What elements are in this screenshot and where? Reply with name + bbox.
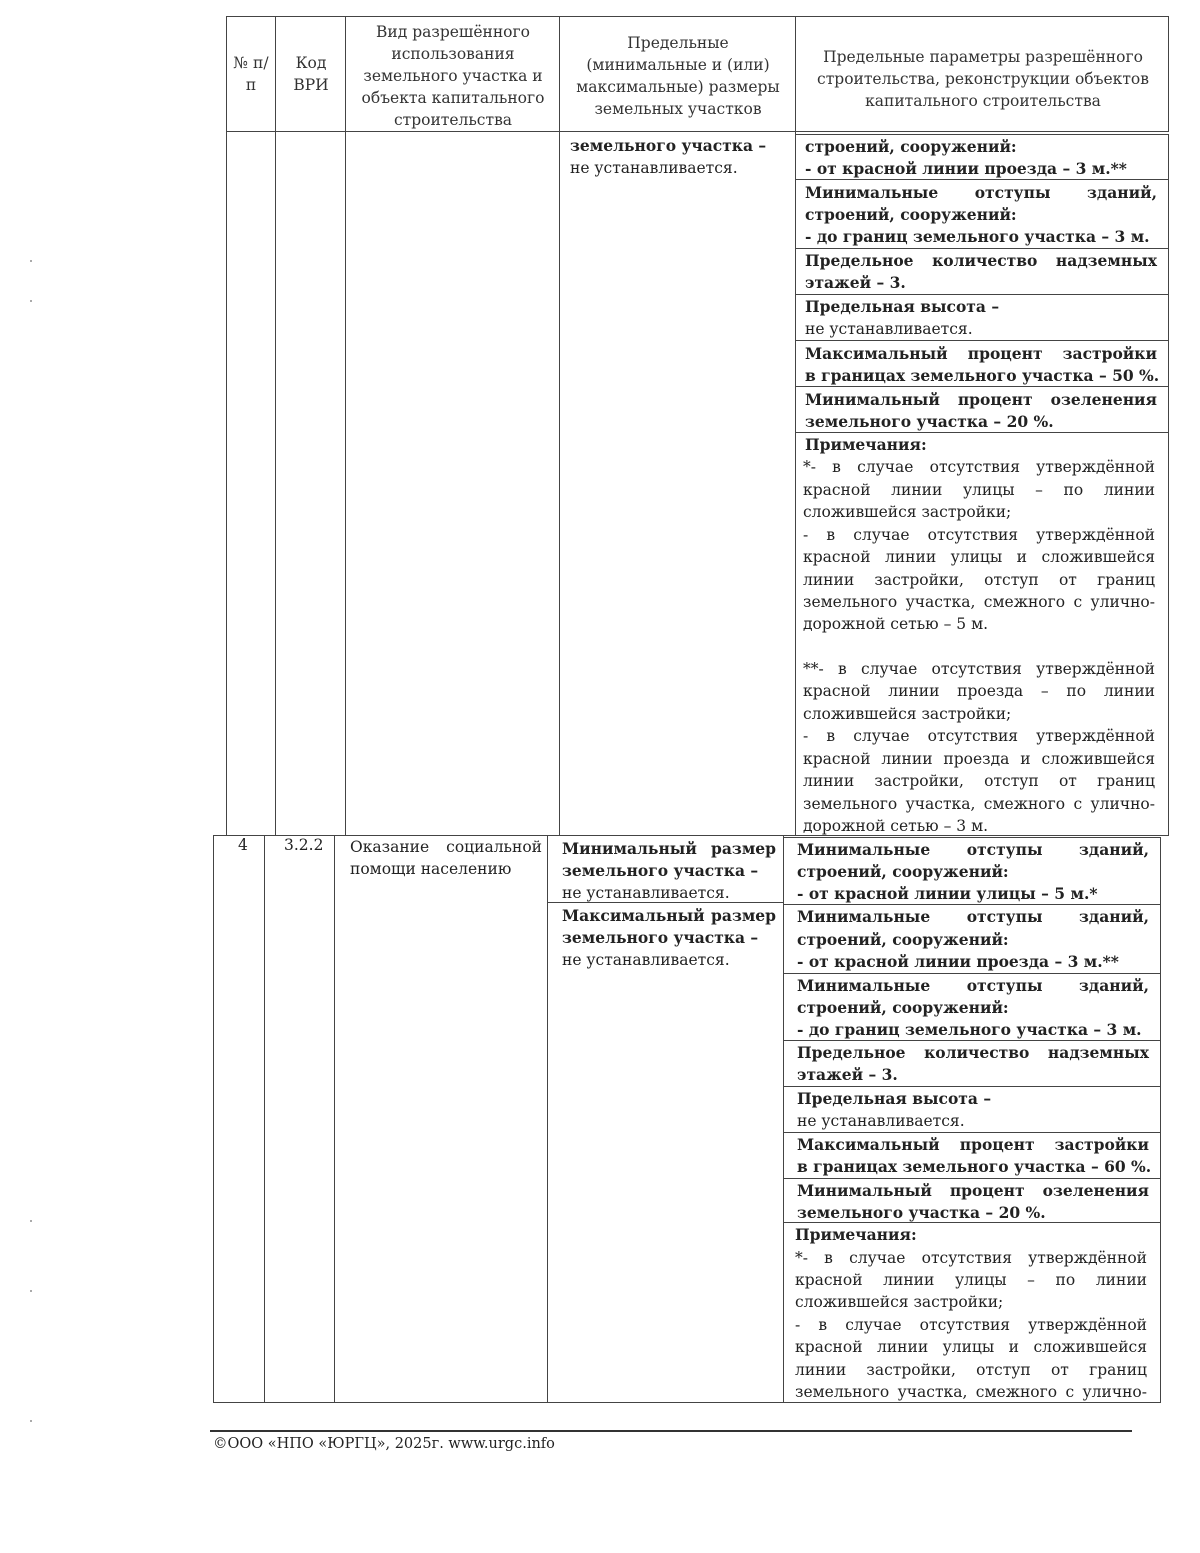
prev-note-line: - в случае отсутствия утверждённой bbox=[803, 727, 1155, 745]
prev-note-line: красной линии улицы – по линии bbox=[803, 481, 1155, 499]
header-use: Вид разрешённого использования земельного участка и объекта капитального строительства bbox=[361, 23, 545, 129]
row4-cell-num bbox=[213, 835, 265, 1403]
row4-param-1-l3: - от красной линии улицы – 5 м.* bbox=[797, 884, 1098, 903]
prev-param-2-l1: Минимальные отступы зданий, bbox=[805, 183, 1157, 202]
prev-param-5-l1: Максимальный процент застройки bbox=[805, 344, 1157, 363]
footer-divider bbox=[210, 1430, 1132, 1432]
prev-param-6-l2: земельного участка – 20 %. bbox=[805, 412, 1054, 431]
row4-param-1-l2: строений, сооружений: bbox=[797, 862, 1009, 881]
row4-min-l3: не устанавливается. bbox=[562, 884, 730, 902]
row4-param-6-l1: Максимальный процент застройки bbox=[797, 1135, 1149, 1154]
row4-notes-title: Примечания: bbox=[795, 1225, 917, 1244]
header-params: Предельные параметры разрешённого строительства, реконструкции объектов капитального строительства bbox=[817, 48, 1149, 110]
row4-note-line: сложившейся застройки; bbox=[795, 1293, 1004, 1311]
prev-size-line2: не устанавливается. bbox=[570, 159, 738, 177]
row4-use-l2: помощи населению bbox=[350, 860, 512, 878]
row4-param-7-l2: земельного участка – 20 %. bbox=[797, 1203, 1046, 1222]
row4-param-3-l1: Минимальные отступы зданий, bbox=[797, 976, 1149, 995]
row4-param-5-l1: Предельная высота – bbox=[797, 1089, 992, 1108]
prev-note-line: линии застройки, отступ от границ bbox=[803, 772, 1155, 790]
row4-param-4-l2: этажей – 3. bbox=[797, 1065, 898, 1084]
prev-note-line: дорожной сетью – 3 м. bbox=[803, 817, 989, 835]
prev-note-line: сложившейся застройки; bbox=[803, 705, 1012, 723]
prev-note-line: земельного участка, смежного с улично- bbox=[803, 593, 1155, 611]
scan-mark bbox=[30, 300, 32, 302]
prev-note-line: **- в случае отсутствия утверждённой bbox=[803, 660, 1155, 678]
row4-code: 3.2.2 bbox=[284, 836, 324, 854]
row4-note-line: красной линии улицы и сложившейся bbox=[795, 1338, 1147, 1356]
header-size: Предельные (минимальные и (или) максимальные) размеры земельных участков bbox=[576, 34, 780, 118]
row4-use-l1: Оказание социальной bbox=[350, 838, 542, 856]
prev-note-line: линии застройки, отступ от границ bbox=[803, 571, 1155, 589]
row4-note-line: линии застройки, отступ от границ bbox=[795, 1361, 1147, 1379]
row4-param-3-l3: - до границ земельного участка – 3 м. bbox=[797, 1020, 1142, 1039]
row4-note-line: земельного участка, смежного с улично- bbox=[795, 1383, 1147, 1401]
prev-cell-size bbox=[559, 131, 796, 836]
row4-max-l1: Максимальный размер bbox=[562, 906, 776, 925]
row4-note-line: *- в случае отсутствия утверждённой bbox=[795, 1249, 1147, 1267]
row4-param-3-l2: строений, сооружений: bbox=[797, 998, 1009, 1017]
prev-param-2-l3: - до границ земельного участка – 3 м. bbox=[805, 227, 1150, 246]
prev-param-5-l2: в границах земельного участка – 50 %. bbox=[805, 366, 1160, 385]
footer-copyright: ©ООО «НПО «ЮРГЦ», 2025г. www.urgc.info bbox=[213, 1436, 555, 1452]
row4-param-6-l2: в границах земельного участка – 60 %. bbox=[797, 1157, 1152, 1176]
scan-mark bbox=[30, 260, 32, 262]
row4-note-line: - в случае отсутствия утверждённой bbox=[795, 1316, 1147, 1334]
prev-note-line: *- в случае отсутствия утверждённой bbox=[803, 458, 1155, 476]
row4-param-2-l3: - от красной линии проезда – 3 м.** bbox=[797, 952, 1119, 971]
prev-param-1-l2: - от красной линии проезда – 3 м.** bbox=[805, 159, 1127, 178]
prev-param-2-l2: строений, сооружений: bbox=[805, 205, 1017, 224]
prev-note-line: красной линии проезда и сложившейся bbox=[803, 750, 1155, 768]
prev-note-line: - в случае отсутствия утверждённой bbox=[803, 526, 1155, 544]
prev-note-line: красной линии проезда – по линии bbox=[803, 682, 1155, 700]
prev-cell-num bbox=[226, 131, 276, 836]
prev-param-3-l2: этажей – 3. bbox=[805, 273, 906, 292]
row4-note-line: красной линии улицы – по линии bbox=[795, 1271, 1147, 1289]
row4-cell-size-max bbox=[547, 902, 784, 1403]
row4-min-l2: земельного участка – bbox=[562, 861, 759, 880]
row4-param-7-l1: Минимальный процент озеленения bbox=[797, 1181, 1149, 1200]
row4-cell-code bbox=[264, 835, 335, 1403]
prev-size-line1: земельного участка – bbox=[570, 136, 767, 155]
prev-note-line: дорожной сетью – 5 м. bbox=[803, 615, 989, 633]
scan-mark bbox=[30, 1220, 32, 1222]
prev-param-4-l1: Предельная высота – bbox=[805, 297, 1000, 316]
prev-param-3-l1: Предельное количество надземных bbox=[805, 251, 1157, 270]
scan-mark bbox=[30, 1290, 32, 1292]
prev-note-line: сложившейся застройки; bbox=[803, 503, 1012, 521]
row4-num: 4 bbox=[238, 836, 248, 854]
row4-param-2-l2: строений, сооружений: bbox=[797, 930, 1009, 949]
prev-param-6-l1: Минимальный процент озеленения bbox=[805, 390, 1157, 409]
prev-note-line: красной линии улицы и сложившейся bbox=[803, 548, 1155, 566]
row4-param-5-l2: не устанавливается. bbox=[797, 1112, 965, 1130]
header-code: Код ВРИ bbox=[293, 54, 329, 94]
prev-cell-use bbox=[345, 131, 560, 836]
row4-param-1-l1: Минимальные отступы зданий, bbox=[797, 840, 1149, 859]
row4-max-l2: земельного участка – bbox=[562, 928, 759, 947]
prev-notes-title: Примечания: bbox=[805, 435, 927, 454]
row4-max-l3: не устанавливается. bbox=[562, 951, 730, 969]
scan-mark bbox=[30, 1420, 32, 1422]
prev-note-line: земельного участка, смежного с улично- bbox=[803, 795, 1155, 813]
header-num: № п/п bbox=[233, 54, 269, 94]
prev-cell-code bbox=[275, 131, 346, 836]
row4-cell-use bbox=[334, 835, 548, 1403]
row4-param-2-l1: Минимальные отступы зданий, bbox=[797, 907, 1149, 926]
prev-param-1-l1: строений, сооружений: bbox=[805, 137, 1017, 156]
row4-min-l1: Минимальный размер bbox=[562, 839, 776, 858]
row4-param-4-l1: Предельное количество надземных bbox=[797, 1043, 1149, 1062]
prev-param-4-l2: не устанавливается. bbox=[805, 320, 973, 338]
